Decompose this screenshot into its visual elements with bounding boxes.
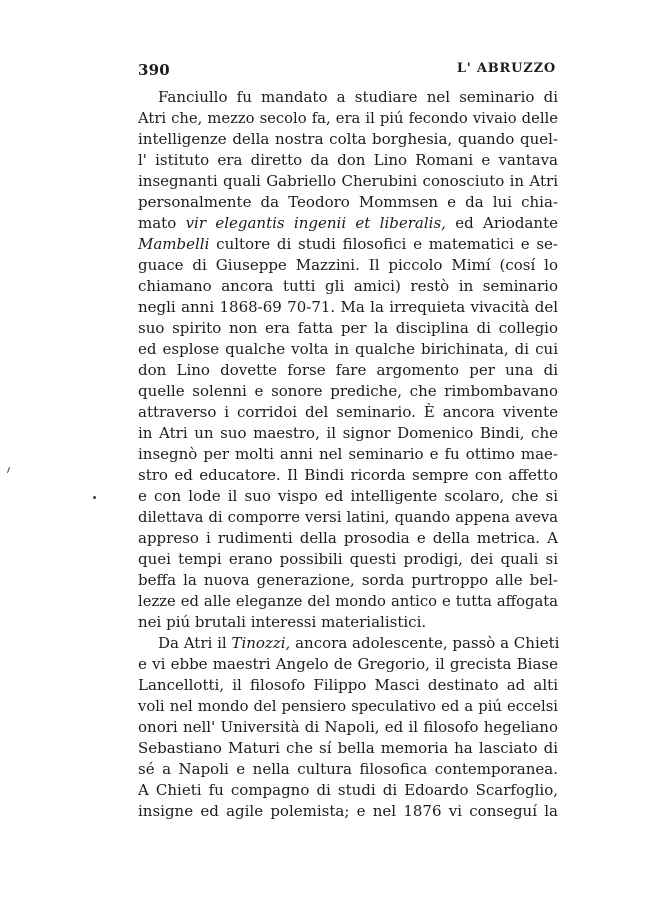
text-line: stro ed educatore. Il Bindi ricorda sempre con affetto: [138, 466, 558, 484]
text-line: l' istituto era diretto da don Lino Romani e vantava: [138, 151, 558, 169]
latin-quote: vir elegantis ingenii et liberalis,: [185, 214, 446, 232]
text-line: insegnò per molti anni nel seminario e fu ottimo mae-: [138, 445, 558, 463]
text-line: e vi ebbe maestri Angelo de Gregorio, il grecista Biase: [138, 655, 558, 673]
text-line: chiamano ancora tutti gli amici) restò in seminario: [138, 277, 558, 295]
speck-mark: [93, 496, 96, 499]
text-line: voli nel mondo del pensiero speculativo ed a piú eccelsi: [138, 698, 558, 715]
text-line: Fanciullo fu mandato a studiare nel seminario di: [158, 88, 558, 106]
text-line: attraverso i corridoi del seminario. È ancora vivente: [138, 403, 558, 421]
paragraph: [138, 87, 558, 633]
text-line: insegnanti quali Gabriello Cherubini conosciuto in Atri: [138, 172, 558, 190]
text-fragment: ed Ariodante: [455, 214, 558, 232]
text-line: in Atri un suo maestro, il signor Domenico Bindi, che: [138, 424, 558, 442]
page-number: 390: [138, 61, 170, 79]
paragraph: [138, 633, 558, 822]
italic-name: Mambelli: [138, 235, 210, 253]
text-line: personalmente da Teodoro Mommsen e da lui chia-: [138, 193, 558, 211]
running-head: L' ABRUZZO: [456, 61, 556, 76]
text-line: quei tempi erano possibili questi prodigi, dei quali si: [138, 550, 558, 568]
text-line: dilettava di comporre versi latini, quando appena aveva: [138, 509, 558, 526]
text-line: beffa la nuova generazione, sorda purtroppo alle bel-: [138, 571, 558, 589]
text-line: don Lino dovette forse fare argomento per una di: [138, 361, 558, 379]
text-line: quelle solenni e sonore prediche, che rimbombavano: [138, 382, 558, 400]
text-line: guace di Giuseppe Mazzini. Il piccolo Mimí (cosí lo: [138, 256, 558, 274]
text-fragment: cultore di studi filosofici e matematici e se-: [216, 235, 558, 253]
text-line: sé a Napoli e nella cultura filosofica contemporanea.: [138, 760, 558, 778]
text-line: ed esplose qualche volta in qualche birichinata, di cui: [138, 340, 558, 358]
text-line: [138, 633, 558, 654]
body-text: [138, 87, 558, 822]
text-fragment: mato: [138, 214, 177, 232]
text-line: appreso i rudimenti della prosodia e della metrica. A: [138, 529, 558, 547]
italic-name: Tinozzi,: [231, 634, 291, 652]
text-line: [138, 234, 558, 255]
text-line: lezze ed alle eleganze del mondo antico e tutta affogata: [138, 593, 558, 610]
text-line: suo spirito non era fatta per la disciplina di collegio: [138, 319, 558, 337]
speck-mark: [7, 467, 10, 473]
text-line: nei piú brutali interessi materialistici.: [138, 613, 427, 631]
text-line: insigne ed agile polemista; e nel 1876 vi conseguí la: [138, 802, 558, 820]
text-fragment: ancora adolescente, passò a Chieti: [295, 634, 560, 652]
text-line: e con lode il suo vispo ed intelligente scolaro, che si: [138, 487, 558, 505]
text-line: negli anni 1868-69 70-71. Ma la irrequieta vivacità del: [138, 298, 558, 316]
text-line: Lancellotti, il filosofo Filippo Masci destinato ad alti: [138, 676, 558, 694]
text-line: intelligenze della nostra colta borghesia, quando quel-: [138, 130, 558, 148]
text-fragment: Da Atri il: [158, 634, 227, 652]
text-line: Sebastiano Maturi che sí bella memoria ha lasciato di: [138, 739, 558, 757]
text-line: onori nell' Università di Napoli, ed il filosofo hegeliano: [138, 718, 558, 736]
text-line: A Chieti fu compagno di studi di Edoardo Scarfoglio,: [138, 781, 558, 799]
text-line: Atri che, mezzo secolo fa, era il piú fecondo vivaio delle: [138, 110, 558, 127]
page-header: [138, 61, 556, 83]
text-line: [138, 213, 558, 234]
